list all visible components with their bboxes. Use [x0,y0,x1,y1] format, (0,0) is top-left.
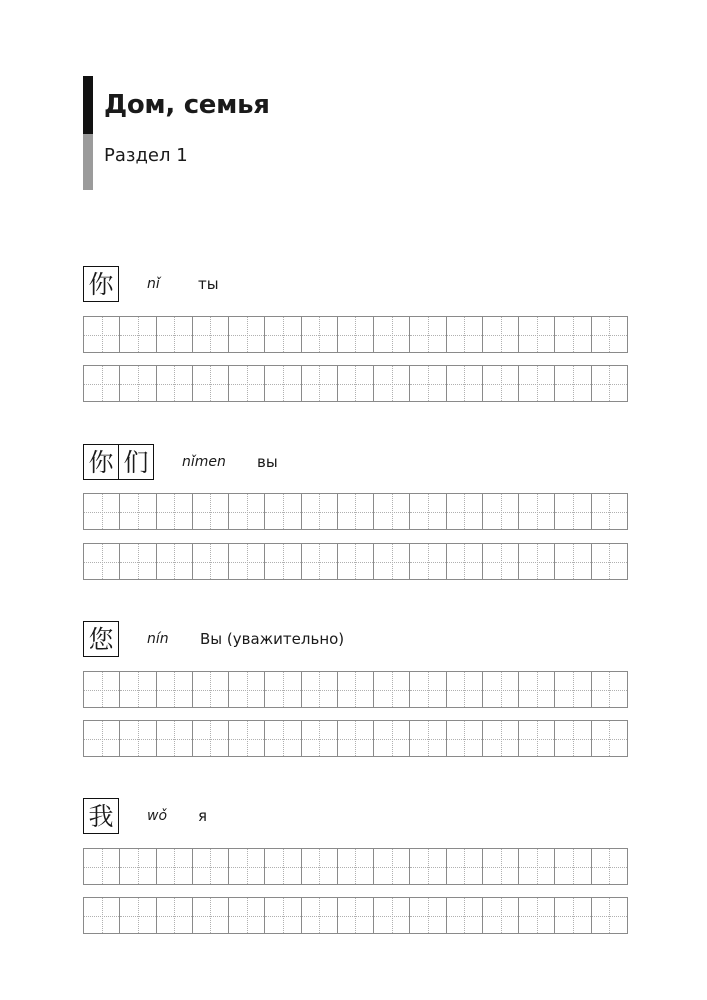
pinyin: wǒ [147,808,168,824]
practice-cell[interactable] [518,317,554,352]
practice-cell[interactable] [264,672,300,707]
practice-cell[interactable] [591,494,627,529]
practice-cell[interactable] [409,898,445,933]
practice-cell[interactable] [301,494,337,529]
practice-grid-row[interactable] [83,720,628,757]
practice-cell[interactable] [192,898,228,933]
practice-cell[interactable] [518,721,554,756]
practice-cell[interactable] [264,544,300,579]
vocab-entry [83,621,628,661]
practice-cell[interactable] [591,366,627,401]
practice-cell[interactable] [482,366,518,401]
practice-cell[interactable] [409,494,445,529]
entry-header [83,266,628,306]
header-bar-dark [83,76,93,134]
practice-grid-row[interactable] [83,848,628,885]
practice-cell[interactable] [482,317,518,352]
practice-cell[interactable] [446,721,482,756]
practice-cell[interactable] [446,544,482,579]
practice-cell[interactable] [373,494,409,529]
practice-cell[interactable] [446,672,482,707]
practice-cell[interactable] [228,898,264,933]
practice-cell[interactable] [156,544,192,579]
character-boxes [83,621,119,657]
practice-cell[interactable] [264,721,300,756]
practice-cell[interactable] [554,672,590,707]
practice-cell[interactable] [554,849,590,884]
practice-cell[interactable] [264,494,300,529]
practice-cell[interactable] [591,544,627,579]
practice-cell[interactable] [446,366,482,401]
entry-header [83,621,628,661]
practice-grid-row[interactable] [83,897,628,934]
practice-cell[interactable] [228,721,264,756]
pinyin: nǐmen [182,454,226,470]
hanzi-character: 你 [83,266,119,302]
practice-cell[interactable] [84,721,119,756]
practice-cell[interactable] [84,494,119,529]
practice-cell[interactable] [554,366,590,401]
practice-cell[interactable] [482,494,518,529]
practice-cell[interactable] [84,544,119,579]
practice-cell[interactable] [156,672,192,707]
practice-cell[interactable] [337,672,373,707]
practice-cell[interactable] [119,849,155,884]
practice-cell[interactable] [119,672,155,707]
translation: Вы (уважительно) [200,630,345,648]
character-boxes [83,798,119,834]
practice-cell[interactable] [409,366,445,401]
practice-cell[interactable] [373,366,409,401]
practice-cell[interactable] [518,366,554,401]
practice-cell[interactable] [84,849,119,884]
practice-cell[interactable] [301,721,337,756]
practice-cell[interactable] [119,494,155,529]
practice-cell[interactable] [264,366,300,401]
practice-grid-row[interactable] [83,543,628,580]
practice-cell[interactable] [84,898,119,933]
practice-cell[interactable] [301,366,337,401]
practice-grid-row[interactable] [83,365,628,402]
practice-cell[interactable] [446,494,482,529]
practice-cell[interactable] [518,672,554,707]
translation: ты [198,275,219,293]
practice-cell[interactable] [373,317,409,352]
character-boxes [83,266,119,302]
practice-cell[interactable] [446,849,482,884]
pinyin: nǐ [147,276,160,292]
practice-cell[interactable] [192,366,228,401]
practice-cell[interactable] [518,849,554,884]
practice-cell[interactable] [119,898,155,933]
practice-cell[interactable] [337,494,373,529]
practice-cell[interactable] [591,849,627,884]
practice-cell[interactable] [192,494,228,529]
practice-cell[interactable] [518,494,554,529]
practice-grid-row[interactable] [83,671,628,708]
practice-cell[interactable] [119,544,155,579]
entry-header [83,798,628,838]
practice-cell[interactable] [301,849,337,884]
practice-cell[interactable] [264,317,300,352]
practice-cell[interactable] [337,898,373,933]
vocab-entry [83,798,628,838]
practice-cell[interactable] [156,721,192,756]
practice-cell[interactable] [301,672,337,707]
practice-cell[interactable] [482,672,518,707]
practice-cell[interactable] [264,849,300,884]
practice-cell[interactable] [337,366,373,401]
practice-cell[interactable] [591,672,627,707]
practice-cell[interactable] [156,849,192,884]
practice-cell[interactable] [84,672,119,707]
practice-cell[interactable] [156,898,192,933]
practice-cell[interactable] [482,849,518,884]
practice-cell[interactable] [192,849,228,884]
practice-cell[interactable] [591,721,627,756]
practice-grid-row[interactable] [83,316,628,353]
practice-cell[interactable] [518,544,554,579]
practice-cell[interactable] [591,898,627,933]
practice-cell[interactable] [156,317,192,352]
practice-cell[interactable] [84,366,119,401]
practice-cell[interactable] [409,849,445,884]
header-bar-gray [83,134,93,190]
practice-cell[interactable] [482,544,518,579]
practice-cell[interactable] [554,317,590,352]
practice-cell[interactable] [554,494,590,529]
practice-grid-row[interactable] [83,493,628,530]
hanzi-character: 你 [83,444,119,480]
practice-cell[interactable] [301,544,337,579]
practice-cell[interactable] [446,317,482,352]
practice-cell[interactable] [409,672,445,707]
practice-cell[interactable] [228,849,264,884]
section-subtitle: Раздел 1 [104,145,188,166]
practice-cell[interactable] [84,317,119,352]
practice-cell[interactable] [337,544,373,579]
practice-cell[interactable] [373,544,409,579]
vocab-entry [83,444,628,484]
practice-cell[interactable] [192,544,228,579]
practice-cell[interactable] [337,849,373,884]
practice-cell[interactable] [301,317,337,352]
practice-cell[interactable] [119,317,155,352]
practice-cell[interactable] [119,721,155,756]
practice-cell[interactable] [156,366,192,401]
practice-cell[interactable] [192,721,228,756]
practice-cell[interactable] [373,849,409,884]
practice-cell[interactable] [192,317,228,352]
vocab-entry [83,266,628,306]
practice-cell[interactable] [373,898,409,933]
entry-header [83,444,628,484]
practice-cell[interactable] [373,721,409,756]
practice-cell[interactable] [228,544,264,579]
hanzi-character: 您 [83,621,119,657]
practice-cell[interactable] [337,317,373,352]
practice-cell[interactable] [518,898,554,933]
practice-cell[interactable] [554,898,590,933]
practice-cell[interactable] [192,672,228,707]
practice-cell[interactable] [591,317,627,352]
practice-cell[interactable] [409,544,445,579]
practice-cell[interactable] [482,898,518,933]
hanzi-character: 我 [83,798,119,834]
practice-cell[interactable] [264,898,300,933]
practice-cell[interactable] [409,317,445,352]
practice-cell[interactable] [228,494,264,529]
practice-cell[interactable] [373,672,409,707]
practice-cell[interactable] [337,721,373,756]
practice-cell[interactable] [228,672,264,707]
practice-cell[interactable] [119,366,155,401]
practice-cell[interactable] [228,366,264,401]
character-boxes [83,444,154,480]
pinyin: nín [147,631,169,647]
practice-cell[interactable] [228,317,264,352]
page-title: Дом, семья [104,90,270,120]
practice-cell[interactable] [482,721,518,756]
translation: я [198,807,208,825]
translation: вы [257,453,278,471]
practice-cell[interactable] [554,544,590,579]
practice-cell[interactable] [446,898,482,933]
practice-cell[interactable] [156,494,192,529]
practice-cell[interactable] [409,721,445,756]
practice-cell[interactable] [301,898,337,933]
practice-cell[interactable] [554,721,590,756]
hanzi-character: 们 [119,444,154,480]
